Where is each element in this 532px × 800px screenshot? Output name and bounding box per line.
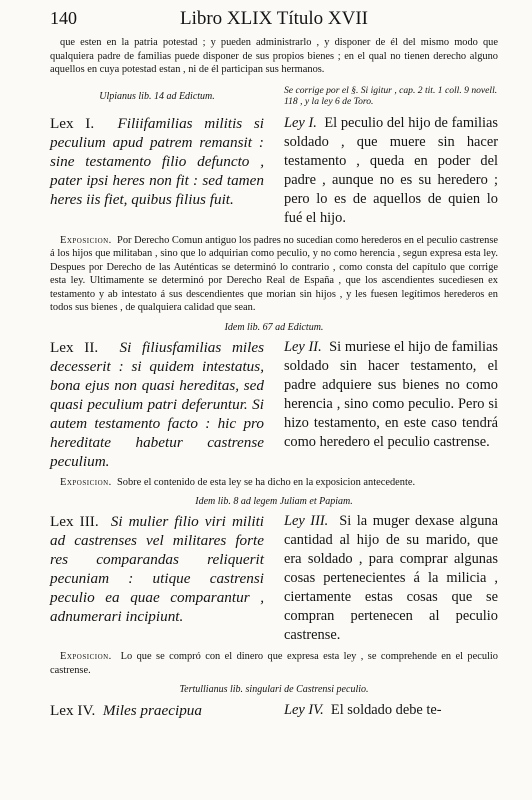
- running-title: Libro XLIX Título XVII: [179, 8, 369, 29]
- intro-paragraph: que esten en la patria potestad ; y pueden administrarlo , y disponer de él del mismo modo que qualquiera padre de familias puede disponer de sus propios bienes ; en el qual no tienen derecho alguno aquellos en cuya potestad estan , ni de él participan sus hermanos.: [50, 37, 498, 75]
- lex2-text-row: [50, 338, 498, 471]
- expo1-label: Exposicion.: [60, 234, 112, 246]
- lex3-latin-label: Lex III.: [50, 513, 99, 530]
- expo3-label: Exposicion.: [60, 651, 112, 662]
- lex3-spanish-label: Ley III.: [284, 513, 329, 529]
- lex2-latin-text: Si filiusfamilias miles decesserit : si quidem intestatus, bona ejus non quasi hereditas, sed quasi peculium patri deferuntur. Si autem testamento facto : hic pro hereditate habetur castrense peculium.: [50, 338, 265, 470]
- expo3-text: Lo que se compró con el dinero que expresa esta ley , se comprehende en el peculio castrense.: [50, 651, 498, 676]
- lex3-latin-text: Si mulier filio viri militi ad castrenses vel militares forte res comparandas reliquerit pecuniam : utique castrensi peculio ea quae comparantur , adnumerari incipiunt.: [50, 513, 265, 625]
- lex4-spanish: [284, 701, 498, 720]
- lex1-latin-label: Lex I.: [50, 114, 95, 132]
- lex3-spanish: [284, 512, 498, 645]
- lex2-spanish-label: Ley II.: [284, 338, 322, 355]
- lex3-spanish-text: Si la muger dexase alguna cantidad al hijo de su marido, que era soldado , para comprar algunas cosas pertenecientes á la milicia , ciertamente estas cosas que se compran pertenecen al peculio castrense.: [284, 513, 498, 643]
- expo2-text: Sobre el contenido de esta ley se ha dicho en la exposicion antecedente.: [117, 476, 416, 488]
- lex3-text-row: [50, 512, 498, 645]
- lex4-spanish-label: Ley IV.: [284, 702, 324, 718]
- lex1-text-row: [50, 114, 498, 228]
- lex4-text-row: [50, 701, 498, 720]
- document-page: [50, 8, 498, 720]
- lex1-spanish-label: Ley I.: [284, 114, 317, 131]
- expo2-paragraph: [50, 476, 498, 490]
- lex1-correction-note: Se corrige por el §. Si igitur , cap. 2 tit. 1 coll. 9 novell. 118 , y la ley 6 de Toro.: [284, 84, 498, 107]
- lex2-latin-label: Lex II.: [50, 338, 99, 356]
- lex3-source: Idem lib. 8 ad legem Juliam et Papiam.: [195, 496, 353, 507]
- lex2-latin: [50, 338, 264, 471]
- lex2-spanish-text: Si muriese el hijo de familias soldado sin hacer testamento, el padre adquiere sus bienes no como herencia , sino como peculio. Pero si hizo testamento, en este caso tendrá como heredero el peculio castrense.: [284, 338, 498, 450]
- lex4-source: Tertullianus lib. singulari de Castrensi peculio.: [179, 684, 369, 695]
- lex4-spanish-text: El soldado debe te-: [330, 702, 442, 718]
- lex1-spanish-text: El peculio del hijo de familias soldado , que muere sin hacer testamento , queda en poder del padre , aunque no es su heredero ; pero lo es de aquellos de quien lo fué el hijo.: [284, 114, 498, 226]
- lex4-latin-text: Miles praecipua: [102, 702, 202, 719]
- lex1-source: Ulpianus lib. 14 ad Edictum.: [99, 90, 215, 102]
- expo1-paragraph: [50, 234, 498, 315]
- lex2-source: Idem lib. 67 ad Edictum.: [224, 321, 324, 333]
- lex1-spanish: [284, 114, 498, 228]
- lex4-latin: [50, 701, 264, 720]
- lex1-latin-text: Filiifamilias militis si peculium apud patrem remansit : sine testamento filio defuncto , pater ipsi heres non fit : sed tamen heres iis fiet, quibus filius fuit.: [50, 114, 264, 208]
- expo1-text: Por Derecho Comun antiguo los padres no sucedian como herederos en el peculio castrense á los hijos que militaban , sino que lo adquirian como peculio, y no como herencia , segun expresa esta ley. Despues por Derecho de las Auténticas se determinó lo contrario , como consta del capítulo que corrige esta ley. Ultimamente se determinó por Derecho Real de España , que los ascendientes sucediesen ex testamento y ab intestato á sus descendientes que morian sin hijos , y les fuesen legítimos herederos en todos sus bienes , de qualquiera calidad que sean.: [50, 234, 498, 313]
- page-number: 140: [50, 8, 77, 28]
- expo2-label: Exposicion.: [60, 476, 112, 488]
- lex1-latin: [50, 114, 264, 209]
- lex1-heading-row: [50, 85, 498, 108]
- lex4-latin-label: Lex IV.: [50, 702, 96, 719]
- lex2-spanish: [284, 338, 498, 452]
- expo3-paragraph: [50, 650, 498, 677]
- lex3-latin: [50, 512, 264, 626]
- running-header: [50, 8, 498, 34]
